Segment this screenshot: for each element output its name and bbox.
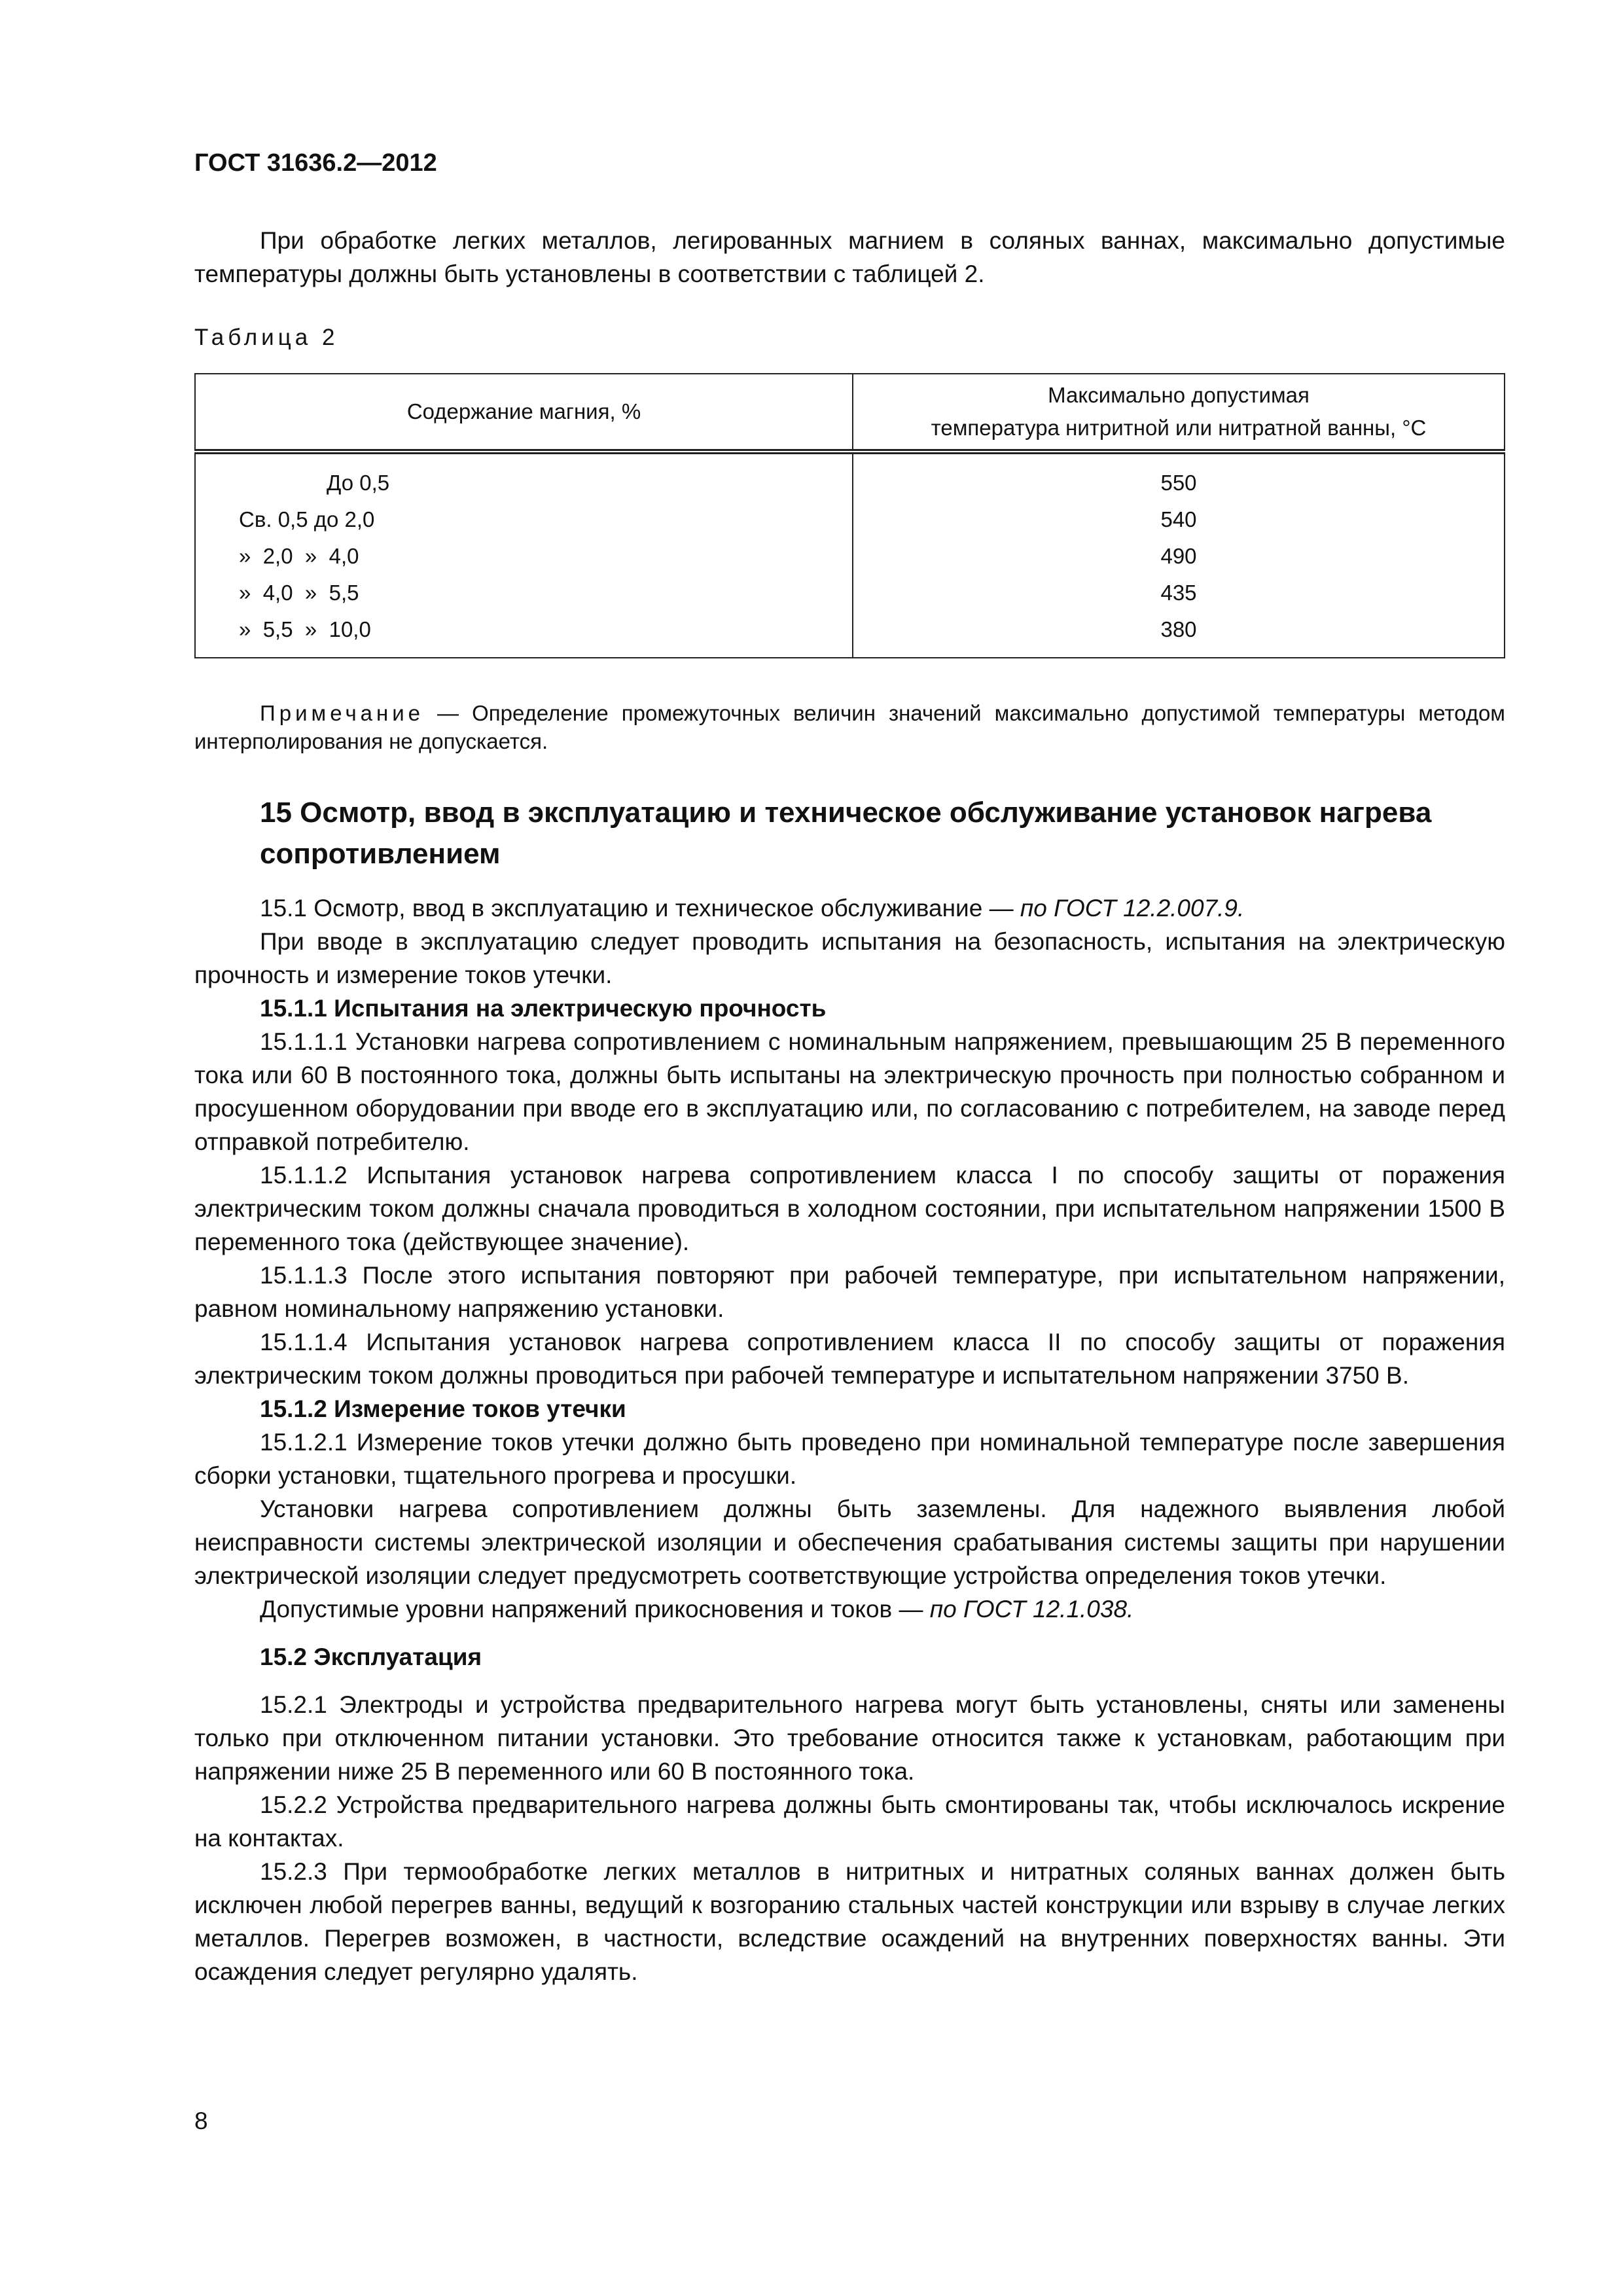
cell-temperature: 490 <box>853 538 1505 575</box>
subsection-heading-15-2: 15.2 Эксплуатация <box>260 1643 482 1670</box>
section-heading: 15 Осмотр, ввод в эксплуатацию и техническое обслуживание установок нагрева сопротивлением <box>260 797 1432 870</box>
cell-magnesium: » 5,5 » 10,0 <box>195 611 853 658</box>
clause-15-2-2: 15.2.2 Устройства предварительного нагрева должны быть смонтированы так, чтобы исключалось искрение на контактах. <box>194 1791 1505 1852</box>
magnesium-temperature-table <box>194 373 1505 658</box>
section-15 <box>194 792 1505 1988</box>
clause-15-1-1-2: 15.1.1.2 Испытания установок нагрева сопротивлением класса I по способу защиты от поражения электрическим током должны сначала проводиться в холодном состоянии, при испытательном напряжении 1500 В переменного тока (действующее значение). <box>194 1162 1505 1255</box>
table-note <box>194 699 1505 755</box>
cell-temperature: 435 <box>853 575 1505 611</box>
table-row <box>195 452 1505 501</box>
cell-magnesium: Св. 0,5 до 2,0 <box>195 501 853 538</box>
clause-15-1-text: 15.1 Осмотр, ввод в эксплуатацию и техническое обслуживание — <box>260 895 1020 922</box>
standard-designation: ГОСТ 31636.2—2012 <box>194 149 437 177</box>
cell-temperature: 380 <box>853 611 1505 658</box>
table-row <box>195 575 1505 611</box>
clause-15-1-1-4: 15.1.1.4 Испытания установок нагрева сопротивлением класса II по способу защиты от поражения электрическим током должны проводиться при рабочей температуре и испытательном напряжении 3750 В. <box>194 1329 1505 1389</box>
column-header-magnesium: Содержание магния, % <box>195 374 853 452</box>
column-header-temperature-line1: Максимально допустимая <box>1048 383 1310 407</box>
paragraph: Установки нагрева сопротивлением должны быть заземлены. Для надежного выявления любой неисправности системы электрической изоляции и обеспечения срабатывания системы защиты при нарушении электрической изоляции следует предусмотреть соответствующие устройства определения токов утечки. <box>194 1496 1505 1589</box>
table-caption: Таблица 2 <box>194 325 339 350</box>
clause-15-1-1-1: 15.1.1.1 Установки нагрева сопротивлением с номинальным напряжением, превышающим 25 В переменного тока или 60 В постоянного тока, должны быть испытаны на электрическую прочность при полностью собранном и просушенном оборудовании при вводе его в эксплуатацию или, по согласованию с потребителем, на заводе перед отправкой потребителю. <box>194 1028 1505 1155</box>
table-row <box>195 538 1505 575</box>
subsection-heading-15-1-2: 15.1.2 Измерение токов утечки <box>260 1395 626 1422</box>
table-row <box>195 501 1505 538</box>
intro-paragraph: При обработке легких металлов, легированных магнием в соляных ваннах, максимально допустимые температуры должны быть установлены в соответствии с таблицей 2. <box>194 227 1505 287</box>
subsection-heading-15-1-1: 15.1.1 Испытания на электрическую прочность <box>260 995 827 1022</box>
intro-block <box>194 224 1505 354</box>
paragraph-text: Допустимые уровни напряжений прикосновения и токов — <box>260 1596 930 1623</box>
cell-temperature: 540 <box>853 501 1505 538</box>
paragraph: При вводе в эксплуатацию следует проводить испытания на безопасность, испытания на электрическую прочность и измерение токов утечки. <box>194 928 1505 988</box>
clause-15-2-3: 15.2.3 При термообработке легких металлов в нитритных и нитратных соляных ваннах должен быть исключен любой перегрев ванны, ведущий к возгоранию стальных частей конструкции или взрыву в случае легких металлов. Перегрев возможен, в частности, вследствие осаждений на внутренних поверхностях ванны. Эти осаждения следует регулярно удалять. <box>194 1858 1505 1985</box>
gost-reference: по ГОСТ 12.1.038. <box>929 1596 1134 1623</box>
page-number: 8 <box>194 2108 208 2134</box>
clause-15-1-2-1: 15.1.2.1 Измерение токов утечки должно быть проведено при номинальной температуре после завершения сборки установки, тщательного прогрева и просушки. <box>194 1429 1505 1489</box>
note-text: — Определение промежуточных величин значений максимально допустимой температуры методом интерполирования не допускается. <box>194 701 1505 753</box>
note-label: Примечание <box>260 701 425 725</box>
column-header-temperature-line2: температура нитритной или нитратной ванны, °С <box>931 416 1427 440</box>
cell-magnesium: » 2,0 » 4,0 <box>195 538 853 575</box>
column-header-temperature <box>853 374 1505 452</box>
table-row <box>195 611 1505 658</box>
clause-15-1-1-3: 15.1.1.3 После этого испытания повторяют при рабочей температуре, при испытательном напряжении, равном номинальному напряжению установки. <box>194 1262 1505 1322</box>
clause-15-1-reference: по ГОСТ 12.2.007.9. <box>1020 895 1245 922</box>
clause-15-2-1: 15.2.1 Электроды и устройства предварительного нагрева могут быть установлены, сняты или заменены только при отключенном питании установки. Это требование относится также к установкам, работающим при напряжении ниже 25 В переменного или 60 В постоянного тока. <box>194 1691 1505 1785</box>
cell-temperature: 550 <box>853 452 1505 501</box>
cell-magnesium: До 0,5 <box>195 452 853 501</box>
cell-magnesium: » 4,0 » 5,5 <box>195 575 853 611</box>
